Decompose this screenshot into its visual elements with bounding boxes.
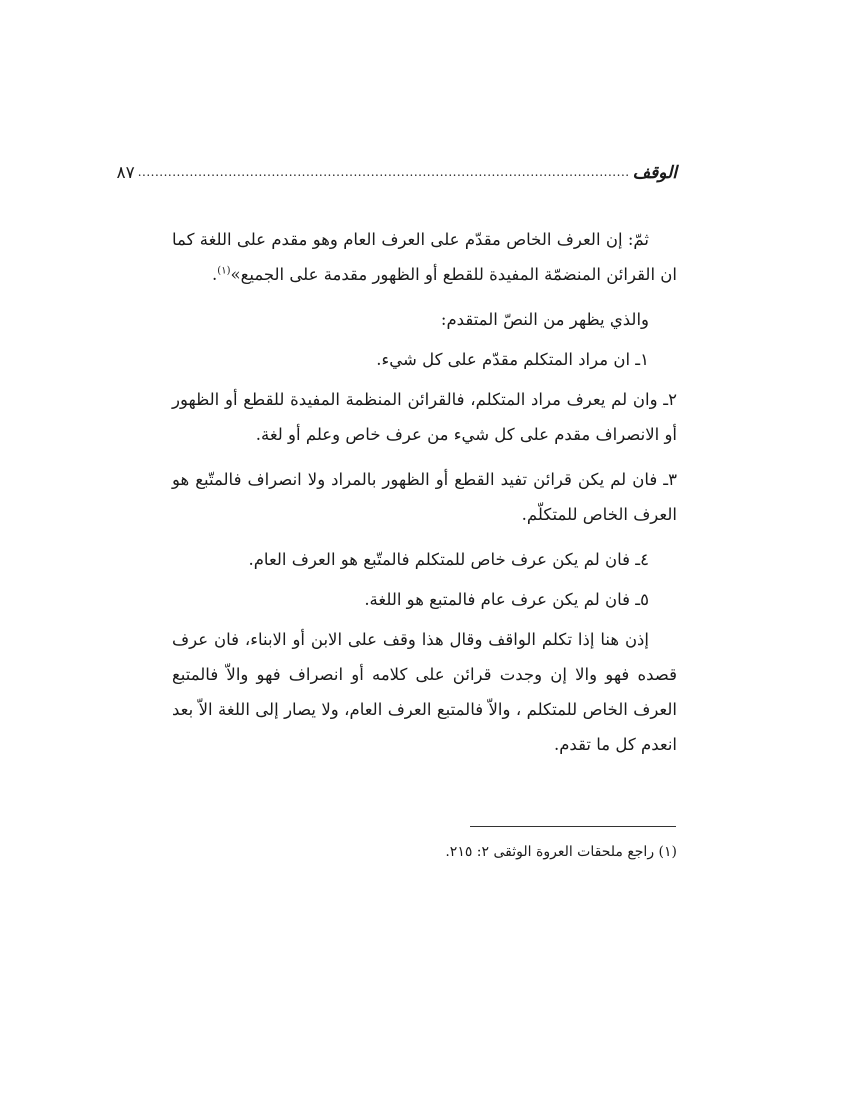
footnote-divider [470,826,676,827]
list-item-3: ٣ـ فان لم يكن قرائن تفيد القطع أو الظهور بالمراد ولا انصراف فالمتّبع هو العرف الخاص للمتكلّم. [172,470,677,524]
running-header [116,153,677,183]
footnote-reference: (١) [217,265,231,277]
header-title: الوقف [632,163,677,183]
paragraph-1-text: ثمّ: إن العرف الخاص مقدّم على العرف العام وهو مقدم على اللغة كما ان القرائن المنضمّة المفيدة للقطع أو الظهور مقدمة على الجميع» [172,230,677,284]
list-item-4: ٤ـ فان لم يكن عرف خاص للمتكلم فالمتّبع هو العرف العام. [248,550,649,569]
paragraph-1 [172,222,677,292]
paragraph-2: والذي يظهر من النصّ المتقدم: [440,310,649,329]
list-item-1: ١ـ ان مراد المتكلم مقدّم على كل شيء. [376,350,649,369]
page-number: ٨٧ [116,163,135,183]
paragraph-3: إذن هنا إذا تكلم الواقف وقال هذا وقف على الابن أو الابناء، فان عرف قصده فهو والا إن وجدت قرائن على كلامه أو انصراف فهو والاّ فالمتبع العرف الخاص للمتكلم ، والاّ فالمتبع العرف العام، ولا يصار إلى اللغة الاّ بعد انعدم كل ما تقدم. [172,630,677,754]
header-leader-dots: .................................................................................................................. [137,165,630,179]
list-item-5: ٥ـ فان لم يكن عرف عام فالمتبع هو اللغة. [364,590,649,609]
footnote: (١) راجع ملحقات العروة الوثقى ٢: ٢١٥. [445,844,677,860]
body-text [172,222,677,772]
list-item-2: ٢ـ وان لم يعرف مراد المتكلم، فالقرائن المنظمة المفيدة للقطع أو الظهور أو الانصراف مقدم على كل شيء من عرف خاص وعلم أو لغة. [172,390,677,444]
paragraph-1-end: . [212,265,218,284]
